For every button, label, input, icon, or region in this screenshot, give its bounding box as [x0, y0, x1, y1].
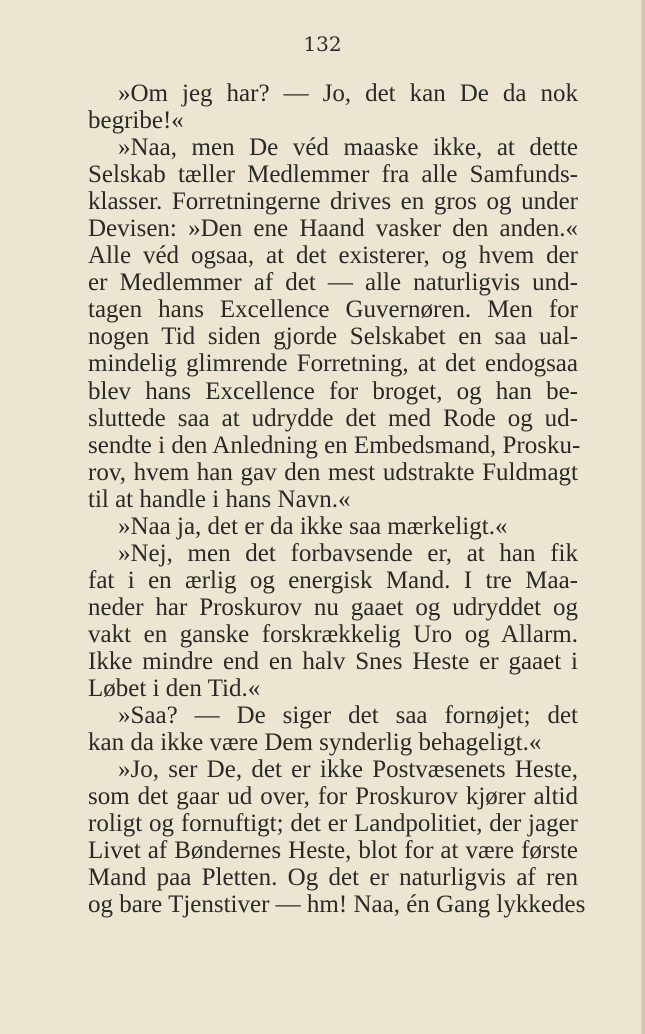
text-line: Selskab tæller Medlemmer fra alle Samfunds-	[88, 161, 578, 189]
text-line: til at handle i hans Navn.«	[88, 485, 351, 513]
body-text	[88, 80, 586, 919]
text-line: Devisen: »Den ene Haand vasker den anden.«	[88, 215, 578, 243]
text-line: »Naa ja, det er da ikke saa mærkeligt.«	[118, 512, 508, 540]
text-line: »Jo, ser De, det er ikke Postvæsenets Heste,	[118, 756, 578, 784]
text-line: klasser. Forretningerne drives en gros og under	[88, 188, 578, 216]
text-line: roligt og fornuftigt; det er Landpolitiet, der jager	[88, 810, 578, 838]
text-line: Livet af Bøndernes Heste, blot for at være første	[88, 837, 578, 865]
text-line: vakt en ganske forskrækkelig Uro og Allarm.	[88, 620, 578, 648]
text-line: »Nej, men det forbavsende er, at han fik	[118, 539, 578, 567]
text-line: tagen hans Excellence Guvernøren. Men for	[88, 296, 578, 324]
text-line: Mand paa Pletten. Og det er naturligvis af ren	[88, 864, 578, 892]
text-line: neder har Proskurov nu gaaet og udryddet og	[88, 593, 578, 621]
text-line: kan da ikke være Dem synderlig behageligt.«	[88, 729, 542, 757]
text-line: fat i en ærlig og energisk Mand. I tre Maa-	[88, 566, 578, 594]
text-line: »Naa, men De véd maaske ikke, at dette	[118, 134, 578, 162]
text-line: blev hans Excellence for broget, og han be-	[88, 377, 578, 405]
text-line: Alle véd ogsaa, at det existerer, og hvem der	[88, 242, 578, 270]
text-line: begribe!«	[88, 107, 184, 135]
text-line: sluttede saa at udrydde det med Rode og ud-	[88, 404, 578, 432]
page-number: 132	[303, 32, 342, 56]
text-line: og bare Tjenstiver — hm! Naa, én Gang lykkedes	[88, 891, 586, 919]
text-line: Løbet i den Tid.«	[88, 675, 261, 703]
text-line: Ikke mindre end en halv Snes Heste er gaaet i	[88, 647, 578, 675]
text-line: »Om jeg har? — Jo, det kan De da nok	[118, 80, 578, 107]
text-line: rov, hvem han gav den mest udstrakte Fuldmagt	[88, 458, 578, 486]
text-line: »Saa? — De siger det saa fornøjet; det	[118, 702, 578, 730]
text-line: er Medlemmer af det — alle naturligvis und-	[88, 269, 578, 297]
text-line: mindelig glimrende Forretning, at det endogsaa	[88, 350, 578, 378]
page-edge	[641, 0, 645, 1034]
text-line: som det gaar ud over, for Proskurov kjører altid	[88, 783, 578, 811]
text-line: nogen Tid siden gjorde Selskabet en saa ual-	[88, 323, 578, 351]
text-line: sendte i den Anledning en Embedsmand, Prosku-	[88, 431, 581, 459]
